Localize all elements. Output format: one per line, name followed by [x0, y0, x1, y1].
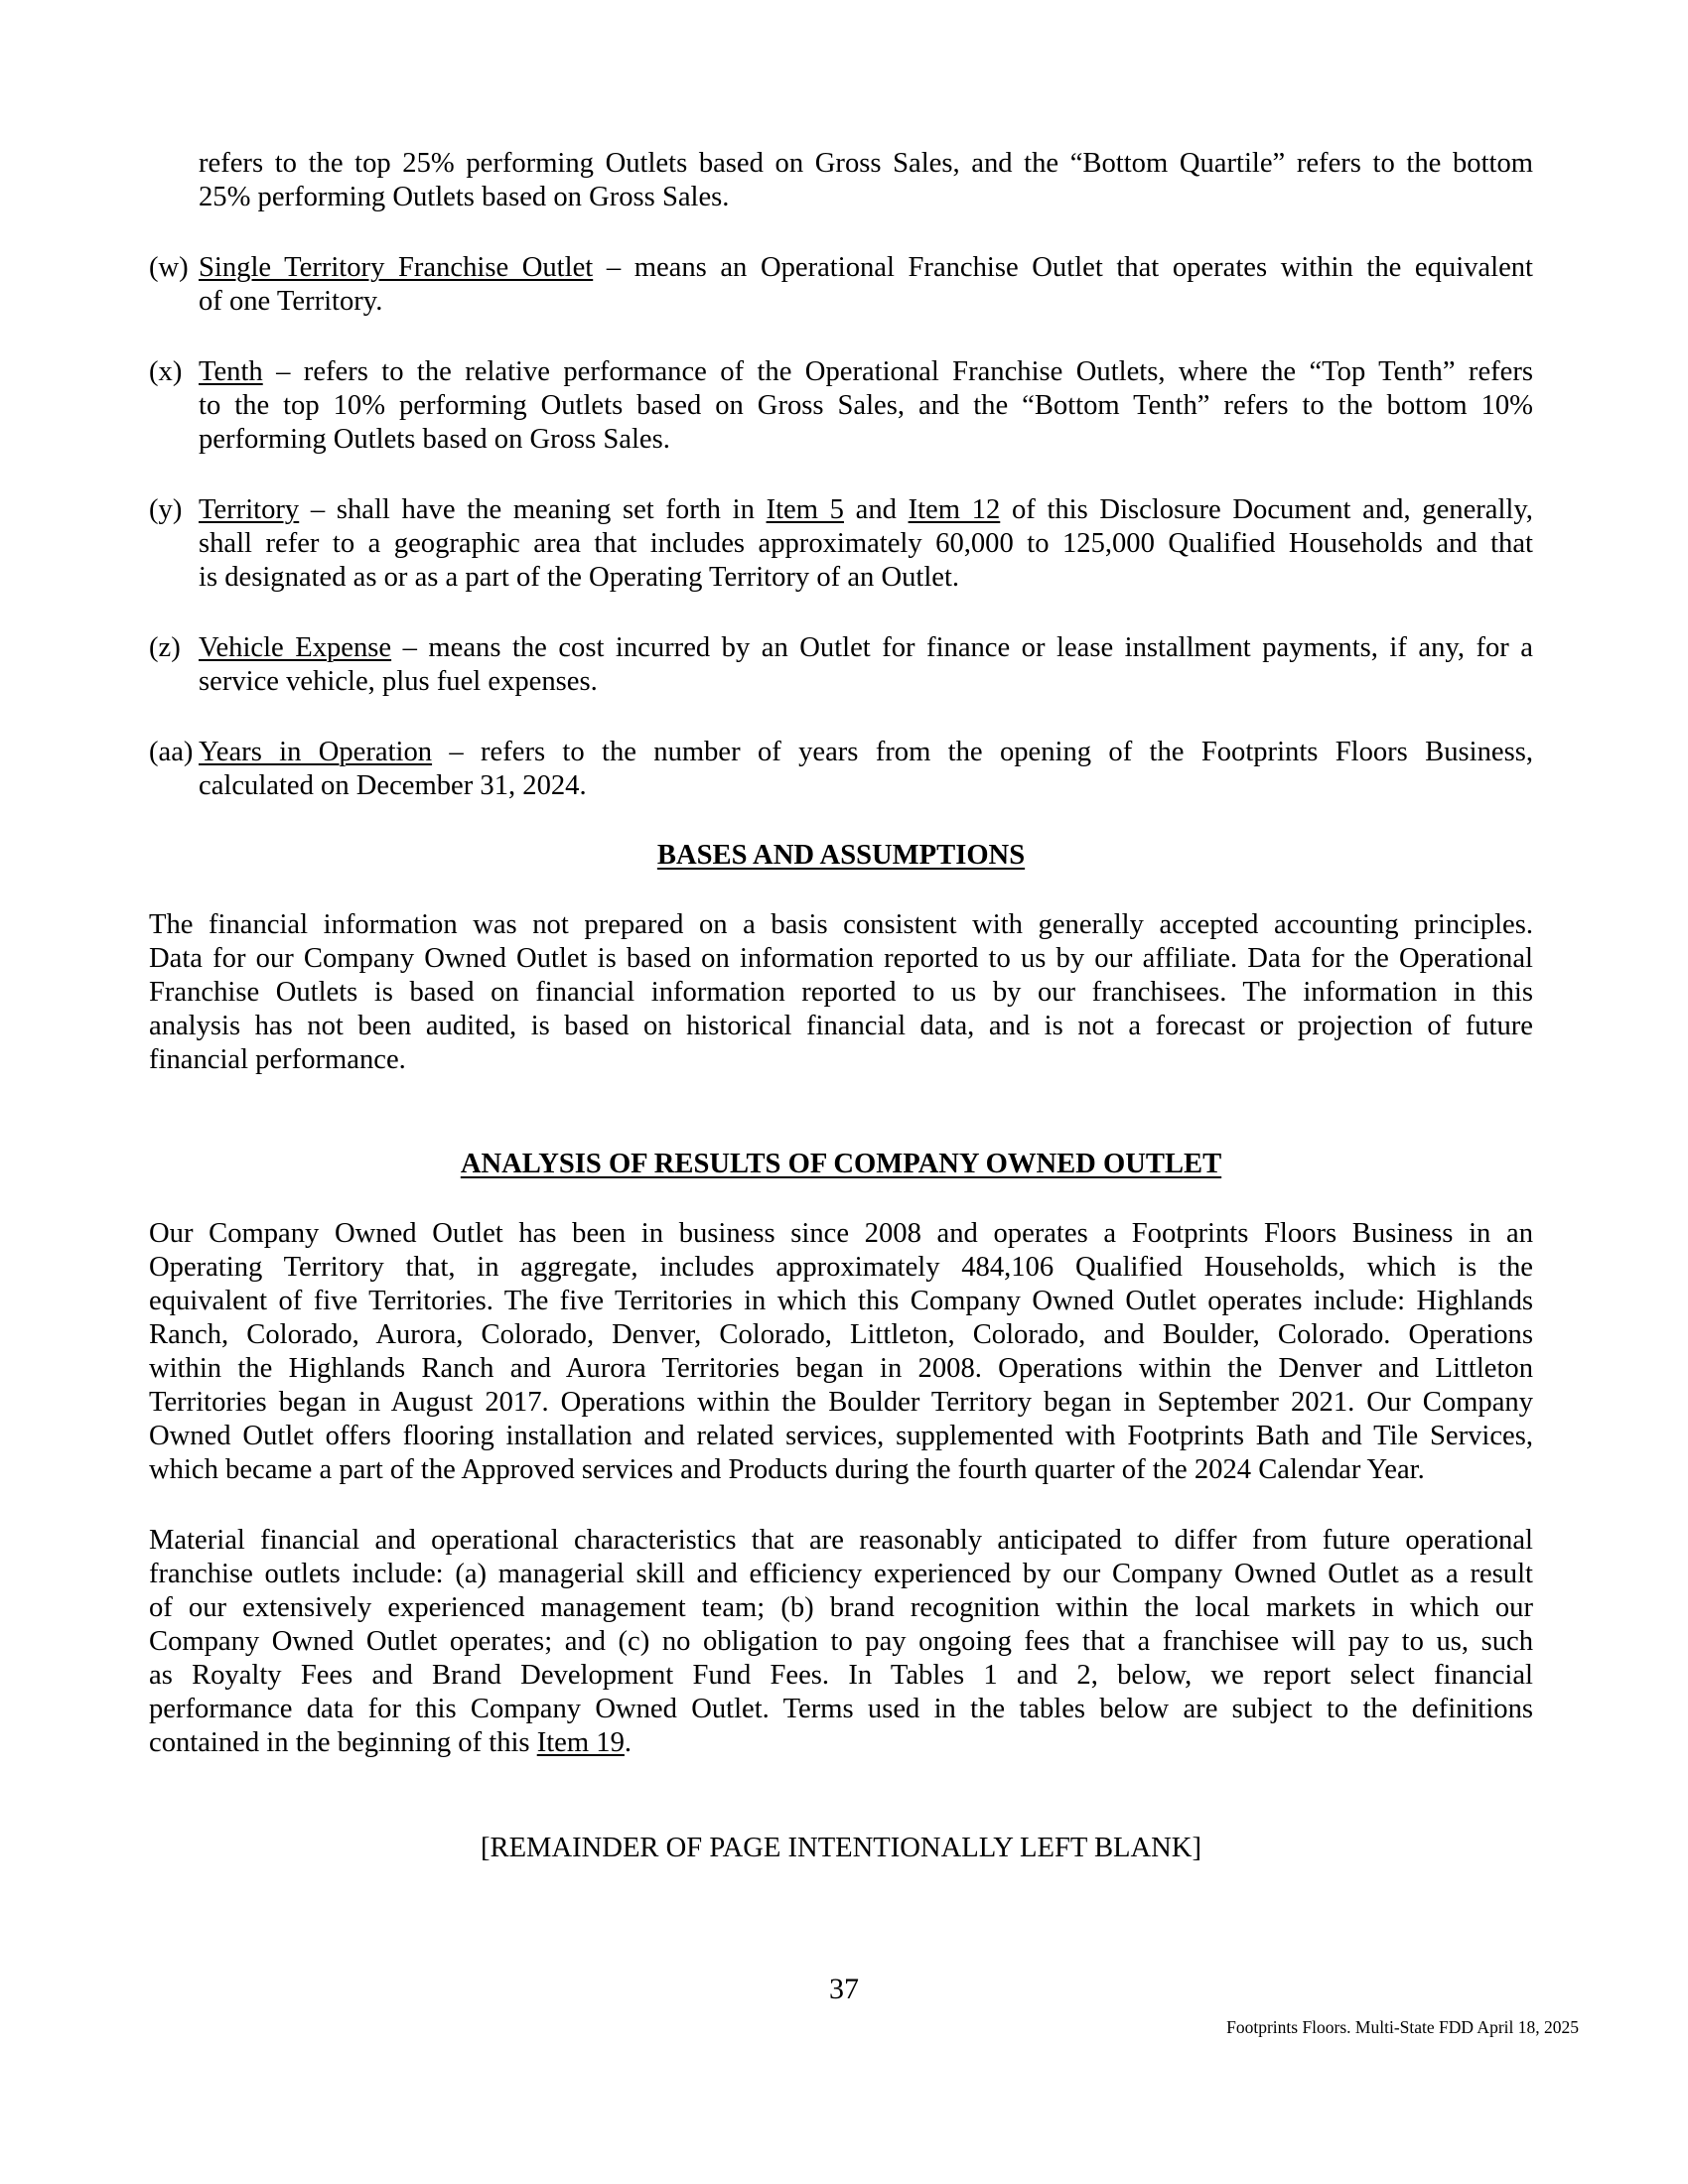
analysis-line: Ranch, Colorado, Aurora, Colorado, Denver, Colorado, Littleton, Colorado, and Boulder, Colorado. Operations: [149, 1319, 1533, 1350]
bases-line: analysis has not been audited, is based on historical financial data, and is not a forecast or projection of future: [149, 1011, 1533, 1041]
analysis-line: performance data for this Company Owned Outlet. Terms used in the tables below are subject to the definitions: [149, 1694, 1533, 1724]
bases-heading: BASES AND ASSUMPTIONS: [656, 840, 1026, 871]
definition-y-text: of this Disclosure Document and, generally,: [1000, 494, 1533, 525]
item-19-link[interactable]: Item 19: [536, 1727, 625, 1758]
definition-label-w: (w): [149, 252, 189, 283]
definition-z-text: – means the cost incurred by an Outlet for finance or lease installment payments, if any, for a: [391, 632, 1533, 663]
definition-aa: [199, 736, 1533, 769]
analysis-text: contained in the beginning of this: [149, 1727, 537, 1758]
term-territory: Territory: [199, 494, 300, 525]
term-years-in-operation: Years in Operation: [199, 737, 433, 767]
definition-label-aa: (aa): [149, 737, 194, 767]
definition-w-text: – means an Operational Franchise Outlet that operates within the equivalent: [593, 252, 1534, 283]
analysis-line: Operating Territory that, in aggregate, includes approximately 484,106 Qualified Households, which is the: [149, 1252, 1533, 1283]
analysis-text: .: [624, 1727, 633, 1758]
definition-y-text: and: [843, 494, 909, 525]
analysis-line: of our extensively experienced management team; (b) brand recognition within the local markets in which our: [149, 1592, 1533, 1623]
definition-w: [199, 251, 1533, 285]
definition-label-y: (y): [149, 494, 183, 525]
remainder-note: [REMAINDER OF PAGE INTENTIONALLY LEFT BLANK]: [481, 1833, 1201, 1863]
analysis-line: Company Owned Outlet operates; and (c) no obligation to pay ongoing fees that a franchisee will pay to us, such: [149, 1626, 1533, 1657]
analysis-line: franchise outlets include: (a) managerial skill and efficiency experienced by our Company Owned Outlet as a result: [149, 1559, 1533, 1589]
footer-text: Footprints Floors. Multi-State FDD April 18, 2025: [1226, 2017, 1579, 2037]
analysis-line: equivalent of five Territories. The five Territories in which this Company Owned Outlet operates include: Highlands: [149, 1286, 1533, 1316]
continuation-line: refers to the top 25% performing Outlets based on Gross Sales, and the “Bottom Quartile” refers to the bottom: [199, 148, 1533, 179]
analysis-line: which became a part of the Approved services and Products during the fourth quarter of the 2024 Calendar Year.: [149, 1454, 1425, 1485]
definition-x-text: – refers to the relative performance of the Operational Franchise Outlets, where the “Top Tenth” refers: [262, 356, 1533, 387]
definition-y-line: is designated as or as a part of the Operating Territory of an Outlet.: [199, 562, 960, 593]
analysis-line: within the Highlands Ranch and Aurora Territories began in 2008. Operations within the Denver and Littleton: [149, 1353, 1533, 1384]
definition-x: [199, 355, 1533, 389]
analysis-line: Our Company Owned Outlet has been in business since 2008 and operates a Footprints Floors Business in an: [149, 1218, 1533, 1249]
analysis-line: Material financial and operational characteristics that are reasonably anticipated to differ from future operational: [149, 1525, 1533, 1556]
definition-w-line: of one Territory.: [199, 286, 383, 317]
definition-z-line: service vehicle, plus fuel expenses.: [199, 666, 598, 697]
analysis-line: as Royalty Fees and Brand Development Fund Fees. In Tables 1 and 2, below, we report select financial: [149, 1660, 1533, 1691]
definition-z: [199, 631, 1533, 665]
definition-x-line: performing Outlets based on Gross Sales.: [199, 424, 670, 455]
bases-line: The financial information was not prepared on a basis consistent with generally accepted accounting principles.: [149, 909, 1533, 940]
definition-y-line: shall refer to a geographic area that includes approximately 60,000 to 125,000 Qualified Households and that: [199, 528, 1533, 559]
definition-y-text: – shall have the meaning set forth in: [299, 494, 767, 525]
bases-line: Franchise Outlets is based on financial information reported to us by our franchisees. The information in this: [149, 977, 1533, 1008]
continuation-line: 25% performing Outlets based on Gross Sales.: [199, 182, 730, 212]
analysis-line: Owned Outlet offers flooring installation and related services, supplemented with Footprints Bath and Tile Services,: [149, 1421, 1533, 1451]
analysis-line: Territories began in August 2017. Operations within the Boulder Territory began in September 2021. Our Company: [149, 1387, 1533, 1418]
item-5-link[interactable]: Item 5: [766, 494, 844, 525]
term-vehicle-expense: Vehicle Expense: [199, 632, 392, 663]
definition-label-x: (x): [149, 356, 183, 387]
definition-aa-text: – refers to the number of years from the opening of the Footprints Floors Business,: [432, 737, 1533, 767]
item-12-link[interactable]: Item 12: [908, 494, 1001, 525]
term-tenth: Tenth: [199, 356, 263, 387]
analysis-heading: ANALYSIS OF RESULTS OF COMPANY OWNED OUTLET: [460, 1149, 1222, 1179]
analysis-line-last: [149, 1726, 1533, 1760]
term-single-territory-franchise-outlet: Single Territory Franchise Outlet: [199, 252, 594, 283]
definition-y: [199, 493, 1533, 527]
page-number: 37: [829, 1973, 859, 2005]
definition-x-line: to the top 10% performing Outlets based on Gross Sales, and the “Bottom Tenth” refers to the bottom 10%: [199, 390, 1533, 421]
definition-label-z: (z): [149, 632, 181, 663]
bases-line: Data for our Company Owned Outlet is based on information reported to us by our affiliate. Data for the Operational: [149, 943, 1533, 974]
bases-line: financial performance.: [149, 1044, 406, 1075]
definition-aa-line: calculated on December 31, 2024.: [199, 770, 587, 801]
